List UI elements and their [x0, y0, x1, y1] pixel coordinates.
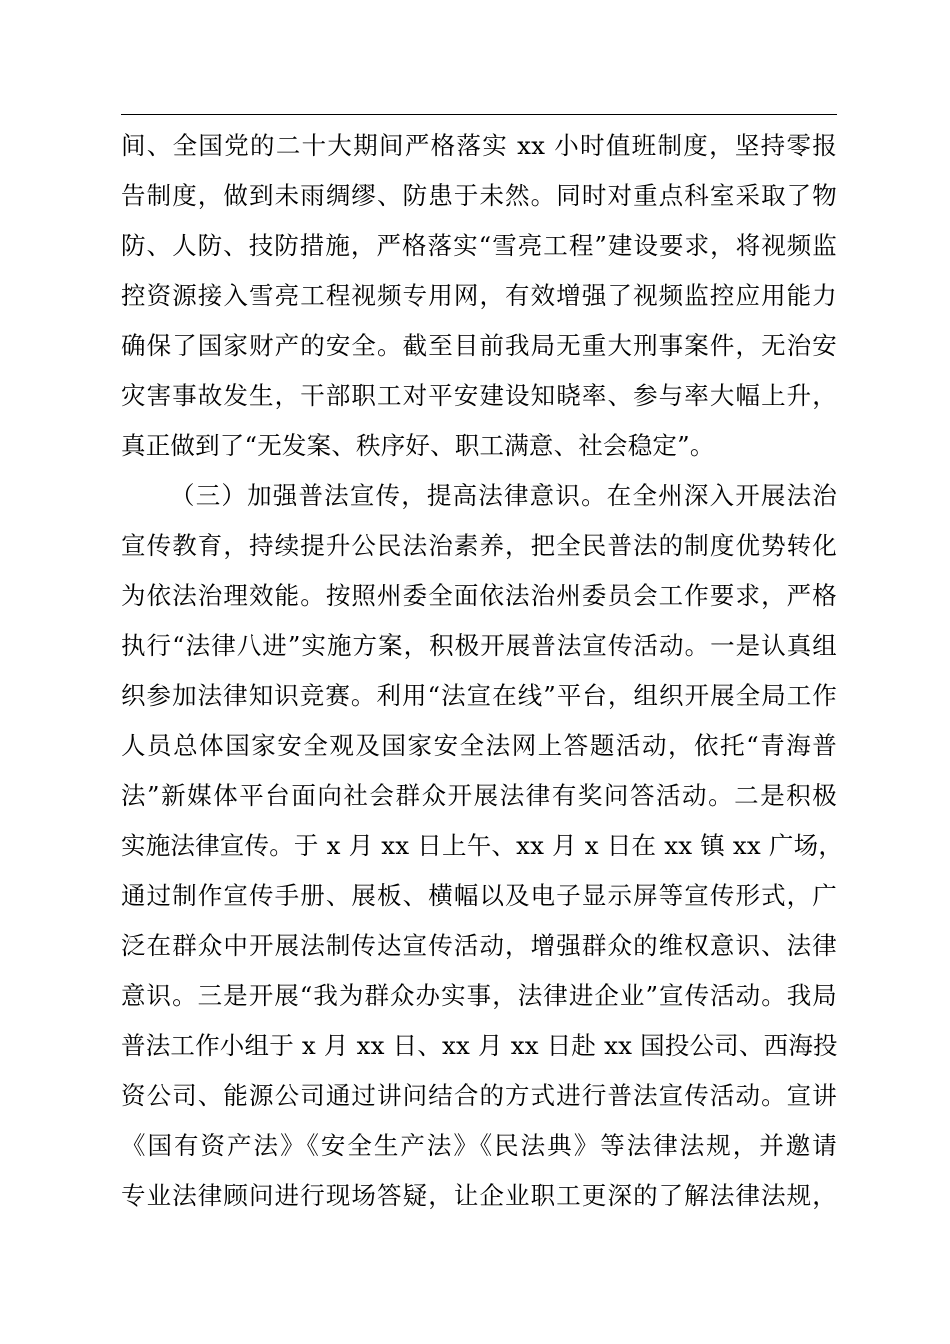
- text-line: 资公司、能源公司通过讲问结合的方式进行普法宣传活动。宣讲: [121, 1081, 837, 1110]
- text-line: 防、人防、技防措施，严格落实“雪亮工程”建设要求，将视频监: [121, 231, 837, 260]
- text-line: 宣传教育，持续提升公民法治素养，把全民普法的制度优势转化: [121, 531, 837, 560]
- text-line: 《国有资产法》《安全生产法》《民法典》等法律法规，并邀请: [121, 1131, 837, 1160]
- text-line: 间、全国党的二十大期间严格落实 xx 小时值班制度，坚持零报: [121, 131, 837, 160]
- text-line: 普法工作小组于 x 月 xx 日、xx 月 xx 日赴 xx 国投公司、西海投: [121, 1031, 838, 1060]
- text-line: 控资源接入雪亮工程视频专用网，有效增强了视频监控应用能力: [121, 281, 837, 310]
- text-line: 为依法治理效能。按照州委全面依法治州委员会工作要求，严格: [121, 581, 837, 610]
- text-line: 法”新媒体平台面向社会群众开展法律有奖问答活动。二是积极: [121, 781, 837, 810]
- text-line: 专业法律顾问进行现场答疑，让企业职工更深的了解法律法规，: [121, 1181, 837, 1210]
- paragraph-end-line: 真正做到了“无发案、秩序好、职工满意、社会稳定”。: [121, 431, 715, 460]
- text-line: 确保了国家财产的安全。截至目前我局无重大刑事案件，无治安: [121, 331, 837, 360]
- text-line: 泛在群众中开展法制传达宣传活动，增强群众的维权意识、法律: [121, 931, 837, 960]
- body-text: [121, 121, 844, 1221]
- text-line: 意识。三是开展“我为群众办实事，法律进企业”宣传活动。我局: [121, 981, 837, 1010]
- text-line: 通过制作宣传手册、展板、横幅以及电子显示屏等宣传形式，广: [121, 881, 837, 910]
- text-line: 织参加法律知识竞赛。利用“法宣在线”平台，组织开展全局工作: [121, 681, 837, 710]
- section-heading-line: （三）加强普法宣传，提高法律意识。在全州深入开展法治: [170, 481, 837, 510]
- text-line: 实施法律宣传。于 x 月 xx 日上午、xx 月 x 日在 xx 镇 xx 广场，: [121, 831, 844, 860]
- text-line: 告制度，做到未雨绸缪、防患于未然。同时对重点科室采取了物: [121, 181, 837, 210]
- header-rule: [121, 114, 837, 115]
- text-line: 人员总体国家安全观及国家安全法网上答题活动，依托“青海普: [121, 731, 837, 760]
- text-line: 执行“法律八进”实施方案，积极开展普法宣传活动。一是认真组: [121, 631, 837, 660]
- text-line: 灾害事故发生，干部职工对平安建设知晓率、参与率大幅上升，: [121, 381, 837, 410]
